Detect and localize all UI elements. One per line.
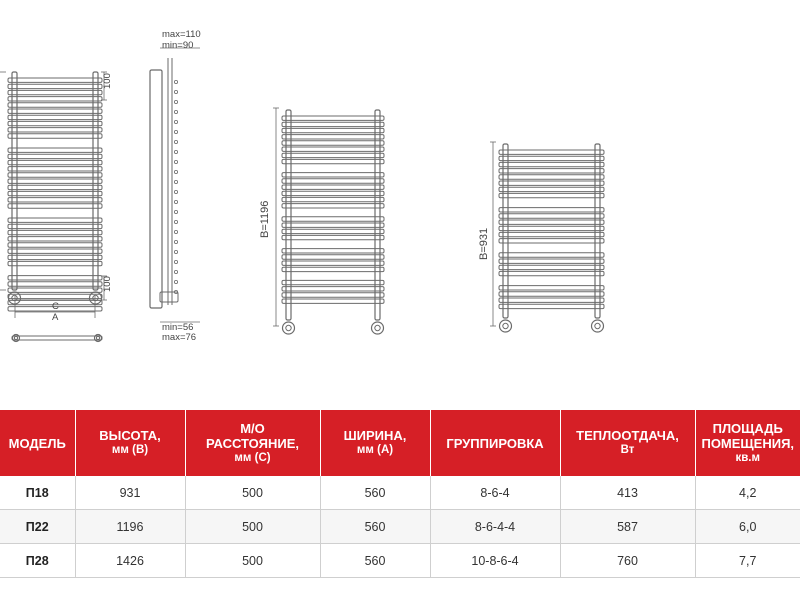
cell-room-area: 7,7 [695,544,800,578]
dim-spacing-top: 100 [102,73,113,89]
cell-height: 931 [75,476,185,510]
dim-c-label: C [52,301,59,312]
dim-spacing-bottom: 100 [102,276,113,292]
cell-model: П18 [0,476,75,510]
dim-max-top: max=110 [162,29,201,40]
table-header-row [0,410,800,476]
model-p22-drawing [273,108,384,334]
dim-min-bottom: min=56 [162,322,194,333]
dim-min-top: min=90 [162,40,194,51]
cell-grouping: 10-8-6-4 [430,544,560,578]
cell-model: П22 [0,510,75,544]
cell-heat-output: 587 [560,510,695,544]
dim-a-label: A [52,312,59,323]
header-heat-output: ТЕПЛООТДАЧА, Вт [560,410,695,476]
cell-width: 560 [320,476,430,510]
cell-room-area: 6,0 [695,510,800,544]
cell-width: 560 [320,510,430,544]
dim-height-p22: B=1196 [259,200,271,238]
table-row [0,476,800,510]
cell-center-distance: 500 [185,510,320,544]
model-p18-drawing [490,142,604,332]
header-grouping: ГРУППИРОВКА [430,410,560,476]
cell-width: 560 [320,544,430,578]
cell-grouping: 8-6-4 [430,476,560,510]
header-center-distance: М/О РАССТОЯНИЕ, мм (С) [185,410,320,476]
cell-model: П28 [0,544,75,578]
cell-room-area: 4,2 [695,476,800,510]
dim-height-p18: B=931 [478,227,490,260]
cell-height: 1196 [75,510,185,544]
dim-max-bottom: max=76 [162,332,197,343]
header-room-area: ПЛОЩАДЬ ПОМЕЩЕНИЯ, кв.м [701,420,795,464]
header-model: МОДЕЛЬ [0,410,75,476]
header-width: ШИРИНА, мм (А) [320,410,430,476]
side-view-drawing [150,48,200,322]
cell-center-distance: 500 [185,544,320,578]
table-row [0,544,800,578]
cell-height: 1426 [75,544,185,578]
cell-grouping: 8-6-4-4 [430,510,560,544]
header-height: ВЫСОТА, мм (В) [75,410,185,476]
table-row [0,510,800,544]
cell-heat-output: 760 [560,544,695,578]
specification-table [0,410,800,578]
cell-heat-output: 413 [560,476,695,510]
dimension-labels [52,29,490,343]
cell-center-distance: 500 [185,476,320,510]
